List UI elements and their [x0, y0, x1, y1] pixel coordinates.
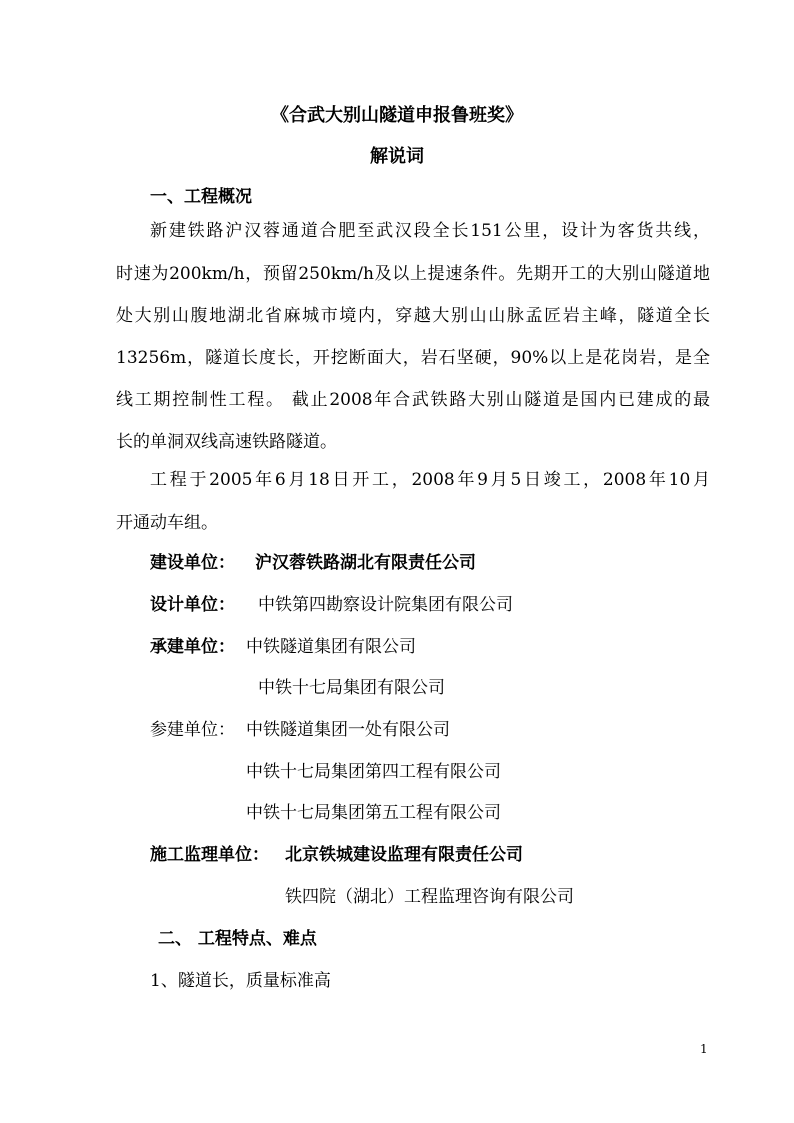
- paragraph2-line: 开通动车组。: [116, 513, 218, 533]
- section2-item: 1、隧道长，质量标准高: [150, 971, 331, 991]
- supervision-unit-value: 北京铁城建设监理有限责任公司: [285, 845, 523, 865]
- document-subtitle: 解说词: [370, 146, 424, 167]
- paragraph1-line: 13256m，隧道长度长，开挖断面大，岩石坚硬，90%以上是花岗岩，是全: [116, 348, 710, 368]
- participant-unit-value: 中铁十七局集团第四工程有限公司: [246, 762, 501, 782]
- paragraph1-line: 处大别山腹地湖北省麻城市境内，穿越大别山山脉孟匠岩主峰，隧道全长: [116, 306, 710, 326]
- participant-unit-label: 参建单位：: [150, 720, 235, 740]
- section2-heading: 二、 工程特点、难点: [158, 929, 317, 949]
- participant-unit-value: 中铁隧道集团一处有限公司: [246, 720, 450, 740]
- paragraph1-line: 线工期控制性工程。 截止2008年合武铁路大别山隧道是国内已建成的最: [116, 390, 710, 410]
- paragraph1-line: 时速为200km/h，预留250km/h及以上提速条件。先期开工的大别山隧道地: [116, 264, 710, 284]
- paragraph2-line: 工程于2005年6月18日开工，2008年9月5日竣工，2008年10月: [150, 470, 710, 490]
- page-number: 1: [700, 1042, 708, 1056]
- contractor-unit-value: 中铁隧道集团有限公司: [246, 637, 416, 657]
- supervision-unit-value: 铁四院（湖北）工程监理咨询有限公司: [285, 887, 574, 907]
- supervision-unit-label: 施工监理单位：: [150, 845, 269, 865]
- document-title: 《合武大别山隧道申报鲁班奖》: [271, 105, 523, 126]
- section1-heading: 一、工程概况: [150, 187, 252, 207]
- paragraph1-line: 长的单洞双线高速铁路隧道。: [116, 432, 337, 452]
- contractor-unit-value: 中铁十七局集团有限公司: [258, 678, 445, 698]
- design-unit-label: 设计单位：: [150, 595, 235, 615]
- construction-unit-label: 建设单位：: [150, 553, 235, 573]
- participant-unit-value: 中铁十七局集团第五工程有限公司: [246, 803, 501, 823]
- paragraph1-line: 新建铁路沪汉蓉通道合肥至武汉段全长151公里，设计为客货共线，: [150, 221, 710, 241]
- design-unit-value: 中铁第四勘察设计院集团有限公司: [258, 595, 513, 615]
- construction-unit-value: 沪汉蓉铁路湖北有限责任公司: [255, 553, 476, 573]
- contractor-unit-label: 承建单位：: [150, 637, 235, 657]
